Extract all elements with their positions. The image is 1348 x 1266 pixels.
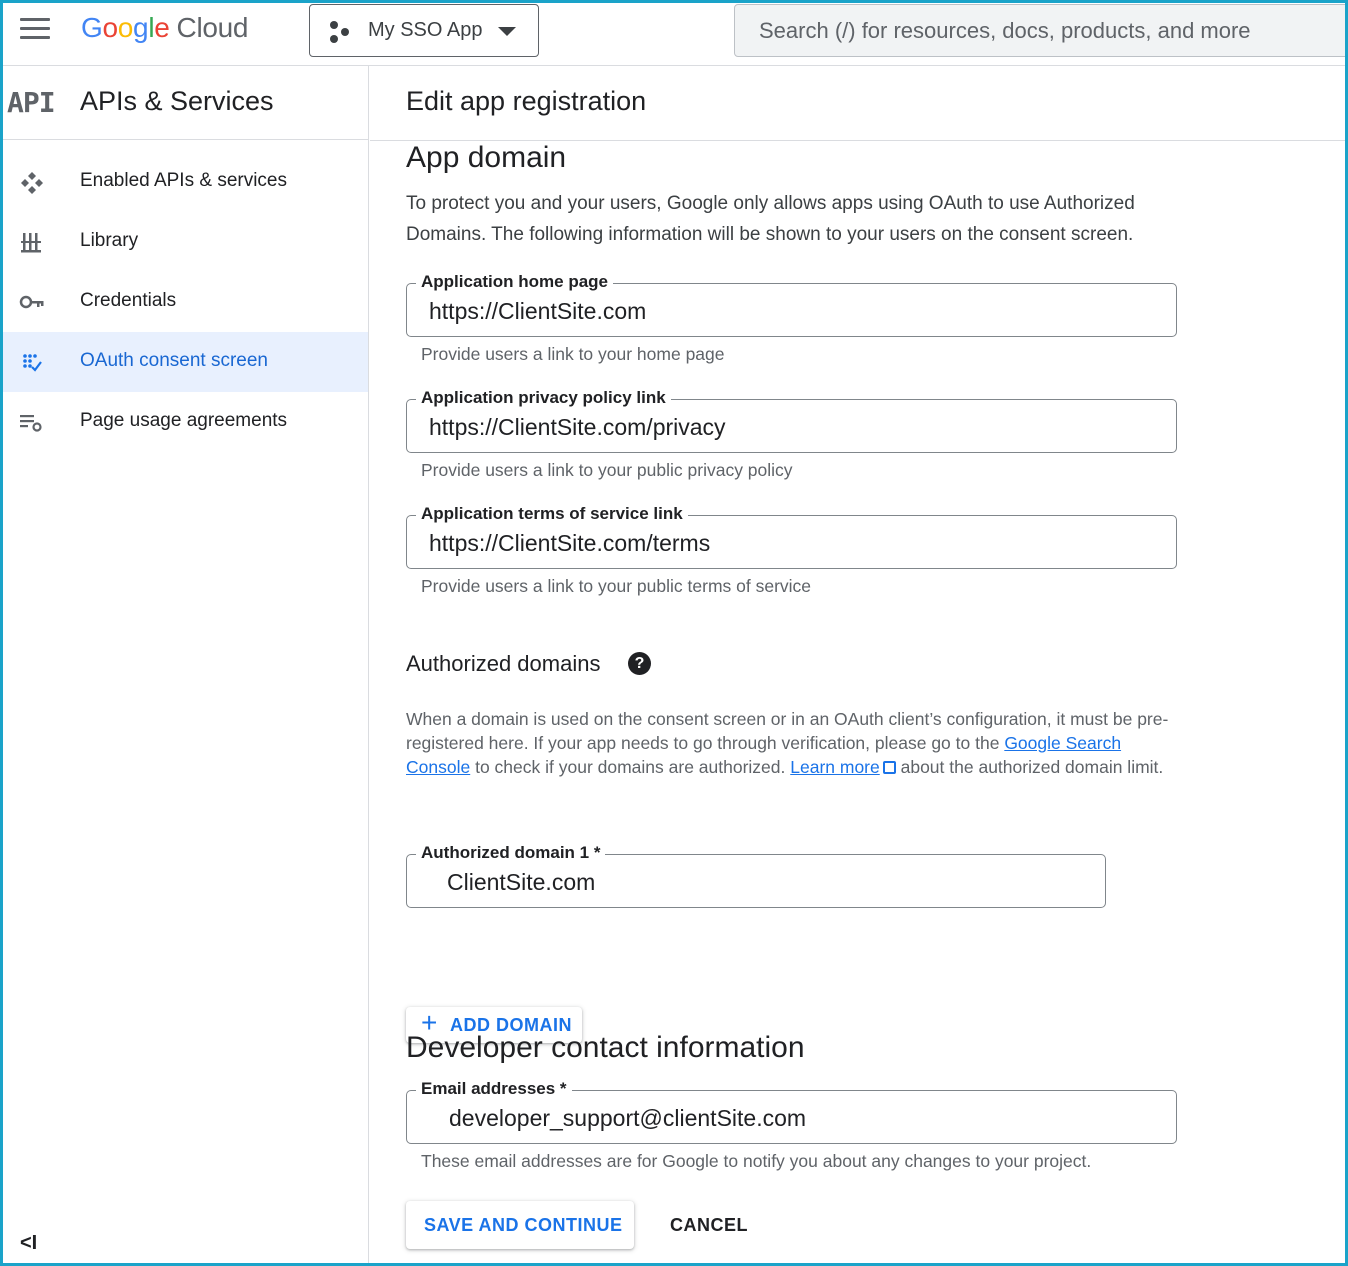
terms-of-service-hint: Provide users a link to your public terms of service [421, 576, 812, 596]
home-page-field[interactable] [406, 272, 1177, 337]
collapse-sidebar-icon[interactable]: <I [20, 1232, 38, 1254]
library-icon [18, 230, 46, 254]
key-icon [18, 290, 46, 314]
help-icon[interactable]: ? [628, 652, 651, 675]
email-addresses-hint: These email addresses are for Google to notify you about any changes to your project. [421, 1151, 1092, 1171]
field-label: Application home page [416, 272, 613, 292]
home-page-input[interactable] [429, 294, 1149, 328]
main-content [370, 66, 1348, 1266]
description-text: about the authorized domain limit. [895, 757, 1164, 777]
field-label: Authorized domain 1 * [416, 843, 605, 863]
project-icon [330, 21, 354, 43]
terms-of-service-input[interactable] [429, 526, 1149, 560]
sidebar-item-library[interactable] [0, 212, 368, 272]
privacy-policy-input[interactable] [429, 410, 1149, 444]
main-header [370, 66, 1348, 141]
google-search-console-link[interactable]: Google Search Console [406, 733, 1122, 777]
home-page-hint: Provide users a link to your home page [421, 344, 725, 364]
description-text: to check if your domains are authorized. [470, 757, 791, 777]
field-label: Email addresses * [416, 1079, 572, 1099]
save-label: SAVE AND CONTINUE [424, 1215, 623, 1235]
sidebar-header [0, 66, 368, 140]
learn-more-link[interactable]: Learn more [790, 757, 880, 777]
sidebar-item-label: Credentials [80, 290, 177, 311]
cancel-button[interactable]: CANCEL [670, 1215, 748, 1235]
terms-of-service-field[interactable] [406, 504, 1177, 569]
app-domain-heading: App domain [406, 141, 567, 174]
privacy-policy-field[interactable] [406, 388, 1177, 453]
project-name: My SSO App [368, 19, 483, 41]
field-label: Application terms of service link [416, 504, 688, 524]
google-cloud-logo[interactable]: Google Cloud [81, 12, 249, 43]
external-link-icon [883, 761, 896, 774]
authorized-domain-field[interactable] [406, 843, 1106, 908]
chevron-down-icon [498, 27, 516, 36]
authorized-domain-input[interactable] [447, 865, 1087, 899]
add-domain-label: ADD DOMAIN [450, 1015, 572, 1035]
sidebar [0, 66, 369, 1266]
sidebar-item-page-usage-agreements[interactable] [0, 392, 368, 452]
search-bar[interactable] [734, 4, 1348, 57]
sidebar-item-label: Library [80, 230, 139, 251]
api-icon: API [7, 86, 55, 119]
description-text: When a domain is used on the consent screen or in an OAuth client’s configuration, it must be pre-registered here. If your app needs to go through verification, please go to the [406, 709, 1169, 753]
sidebar-item-label: Page usage agreements [80, 410, 288, 431]
sidebar-item-enabled-apis[interactable] [0, 152, 368, 212]
sidebar-item-credentials[interactable] [0, 272, 368, 332]
email-addresses-field[interactable] [406, 1079, 1177, 1144]
enabled-apis-icon [18, 170, 46, 194]
app-domain-description: To protect you and your users, Google only allows apps using OAuth to use Authorized Domains. The following information will be shown to your users on the consent screen. [406, 193, 1135, 245]
page-title: Edit app registration [406, 86, 647, 116]
privacy-policy-hint: Provide users a link to your public privacy policy [421, 460, 793, 480]
plus-icon: + [421, 1007, 438, 1038]
email-addresses-input[interactable] [449, 1101, 1149, 1135]
sidebar-item-label: OAuth consent screen [80, 350, 268, 371]
save-and-continue-button[interactable] [406, 1201, 634, 1249]
menu-icon[interactable] [20, 18, 50, 40]
sidebar-title: APIs & Services [80, 86, 274, 116]
developer-contact-heading: Developer contact information [406, 1031, 805, 1064]
authorized-domains-description [406, 707, 1176, 779]
sidebar-item-label: Enabled APIs & services [80, 170, 287, 191]
sidebar-item-oauth-consent[interactable] [0, 332, 368, 392]
field-label: Application privacy policy link [416, 388, 671, 408]
agreements-icon [18, 410, 46, 434]
project-selector[interactable] [309, 4, 539, 57]
top-bar [0, 0, 1348, 66]
search-input[interactable] [759, 15, 1329, 47]
authorized-domains-heading: Authorized domains [406, 651, 601, 676]
consent-icon [18, 350, 46, 374]
